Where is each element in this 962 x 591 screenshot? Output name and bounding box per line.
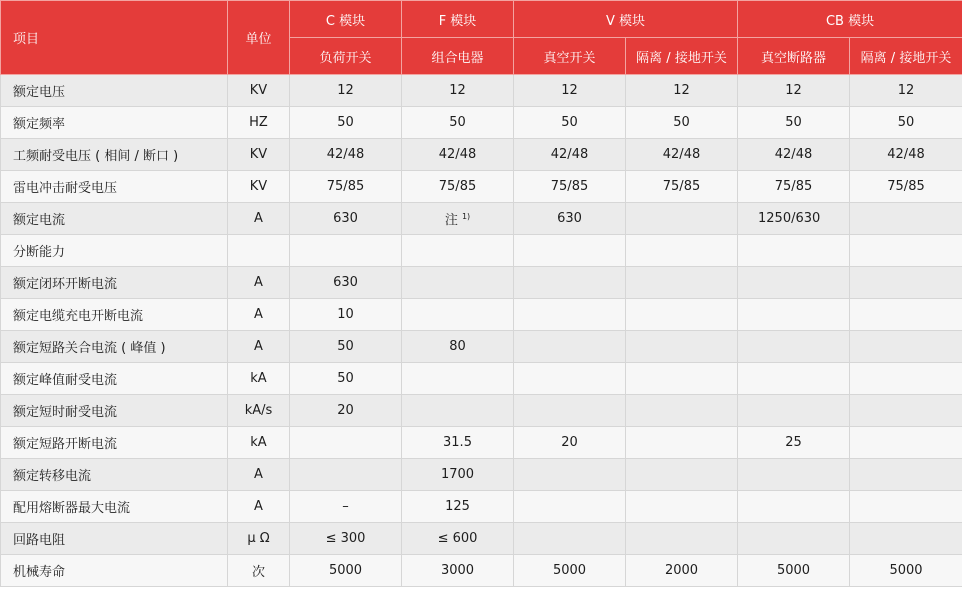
row-value-cell: 10 xyxy=(290,299,402,331)
row-value-cell: 5000 xyxy=(738,555,850,587)
row-value-cell xyxy=(626,491,738,523)
table-body xyxy=(1,75,962,587)
row-value-cell xyxy=(290,459,402,491)
row-value-cell xyxy=(850,203,962,235)
row-value-cell: 42/48 xyxy=(514,139,626,171)
row-value-cell: 75/85 xyxy=(626,171,738,203)
row-value-cell: 5000 xyxy=(290,555,402,587)
row-unit: A xyxy=(228,203,290,235)
header-group-cb: CB 模块 xyxy=(738,1,962,38)
row-value-cell xyxy=(850,491,962,523)
row-value-cell xyxy=(738,363,850,395)
table-row xyxy=(1,267,962,299)
table-row xyxy=(1,139,962,171)
row-value-cell xyxy=(850,235,962,267)
row-value-cell: 20 xyxy=(514,427,626,459)
row-value-cell xyxy=(850,267,962,299)
row-value-cell: 42/48 xyxy=(402,139,514,171)
row-item-label: 额定短时耐受电流 xyxy=(1,395,228,427)
row-item-label: 额定电流 xyxy=(1,203,228,235)
row-value-cell xyxy=(738,331,850,363)
table-row xyxy=(1,171,962,203)
table-row xyxy=(1,235,962,267)
row-value-cell xyxy=(514,395,626,427)
row-unit: KV xyxy=(228,139,290,171)
row-item-label: 工频耐受电压 ( 相间 / 断口 ) xyxy=(1,139,228,171)
row-value-cell: 1700 xyxy=(402,459,514,491)
row-value-cell xyxy=(402,395,514,427)
row-item-label: 额定电缆充电开断电流 xyxy=(1,299,228,331)
row-value-cell: 12 xyxy=(290,75,402,107)
row-value-cell xyxy=(850,523,962,555)
table-row xyxy=(1,331,962,363)
row-unit: kA/s xyxy=(228,395,290,427)
row-value-cell xyxy=(738,267,850,299)
header-group-v: V 模块 xyxy=(514,1,738,38)
row-value-cell xyxy=(514,459,626,491)
row-value-cell xyxy=(738,299,850,331)
row-value-cell: 5000 xyxy=(514,555,626,587)
row-value-cell: 75/85 xyxy=(738,171,850,203)
row-value-cell: 42/48 xyxy=(738,139,850,171)
row-value-cell xyxy=(402,299,514,331)
row-value-cell: 42/48 xyxy=(626,139,738,171)
row-value-cell: 50 xyxy=(290,331,402,363)
header-sub-vacuum-switch: 真空开关 xyxy=(514,38,626,75)
row-value-cell: 50 xyxy=(290,107,402,139)
row-value-cell xyxy=(850,363,962,395)
row-unit: μ Ω xyxy=(228,523,290,555)
row-unit: KV xyxy=(228,75,290,107)
row-value-cell xyxy=(514,523,626,555)
row-value-cell: 50 xyxy=(738,107,850,139)
row-value-cell: 75/85 xyxy=(514,171,626,203)
row-value-cell: – xyxy=(290,491,402,523)
row-unit: A xyxy=(228,299,290,331)
row-unit: kA xyxy=(228,363,290,395)
row-unit: KV xyxy=(228,171,290,203)
row-item-label: 机械寿命 xyxy=(1,555,228,587)
row-value-cell xyxy=(626,395,738,427)
row-value-cell xyxy=(626,459,738,491)
row-unit: 次 xyxy=(228,555,290,587)
row-value-cell xyxy=(290,427,402,459)
row-item-label: 配用熔断器最大电流 xyxy=(1,491,228,523)
row-value-cell: 50 xyxy=(290,363,402,395)
row-value-cell: 12 xyxy=(850,75,962,107)
header-sub-load-switch: 负荷开关 xyxy=(290,38,402,75)
header-unit: 单位 xyxy=(228,1,290,75)
row-value-cell xyxy=(514,299,626,331)
row-item-label: 分断能力 xyxy=(1,235,228,267)
row-value-cell: 31.5 xyxy=(402,427,514,459)
table-header xyxy=(1,1,962,75)
row-item-label: 额定短路开断电流 xyxy=(1,427,228,459)
row-value-cell: 630 xyxy=(290,203,402,235)
table-row xyxy=(1,299,962,331)
row-value-cell: 80 xyxy=(402,331,514,363)
row-value-cell: 75/85 xyxy=(850,171,962,203)
header-group-c: C 模块 xyxy=(290,1,402,38)
row-value-cell xyxy=(626,331,738,363)
row-value-cell: 12 xyxy=(402,75,514,107)
row-value-cell xyxy=(290,235,402,267)
table-row xyxy=(1,363,962,395)
row-value-cell: 630 xyxy=(290,267,402,299)
row-value-cell: ≤ 600 xyxy=(402,523,514,555)
row-value-cell xyxy=(850,427,962,459)
row-value-cell: 12 xyxy=(738,75,850,107)
row-unit xyxy=(228,235,290,267)
row-item-label: 额定峰值耐受电流 xyxy=(1,363,228,395)
row-unit: HZ xyxy=(228,107,290,139)
row-value-cell: 5000 xyxy=(850,555,962,587)
row-value-cell xyxy=(850,395,962,427)
header-sub-vacuum-breaker: 真空断路器 xyxy=(738,38,850,75)
row-value-cell: 3000 xyxy=(402,555,514,587)
row-item-label: 额定电压 xyxy=(1,75,228,107)
table-row xyxy=(1,395,962,427)
row-value-cell xyxy=(626,363,738,395)
table-row xyxy=(1,523,962,555)
row-value-cell xyxy=(850,331,962,363)
row-value-cell xyxy=(626,427,738,459)
row-value-cell: 12 xyxy=(626,75,738,107)
row-value-cell: ≤ 300 xyxy=(290,523,402,555)
row-value-cell xyxy=(738,395,850,427)
row-item-label: 额定频率 xyxy=(1,107,228,139)
header-sub-isolating-cb: 隔离 / 接地开关 xyxy=(850,38,962,75)
row-value-cell xyxy=(514,491,626,523)
row-value-cell xyxy=(626,203,738,235)
row-value-cell: 630 xyxy=(514,203,626,235)
row-value-cell xyxy=(626,523,738,555)
note-text: 注 xyxy=(444,213,458,228)
row-unit: A xyxy=(228,331,290,363)
table-row xyxy=(1,203,962,235)
row-value-cell: 50 xyxy=(402,107,514,139)
row-item-label: 额定短路关合电流 ( 峰值 ) xyxy=(1,331,228,363)
table-row xyxy=(1,491,962,523)
row-unit: A xyxy=(228,267,290,299)
table-row xyxy=(1,459,962,491)
row-value-cell xyxy=(626,235,738,267)
row-value-cell: 50 xyxy=(514,107,626,139)
row-value-cell xyxy=(514,235,626,267)
table-row xyxy=(1,427,962,459)
row-unit: A xyxy=(228,491,290,523)
row-value-cell: 12 xyxy=(514,75,626,107)
row-value-cell: 20 xyxy=(290,395,402,427)
row-unit: kA xyxy=(228,427,290,459)
row-value-cell: 50 xyxy=(626,107,738,139)
row-value-cell: 75/85 xyxy=(290,171,402,203)
header-sub-isolating-v: 隔离 / 接地开关 xyxy=(626,38,738,75)
row-value-cell: 42/48 xyxy=(290,139,402,171)
row-value-cell: 42/48 xyxy=(850,139,962,171)
row-value-cell xyxy=(514,331,626,363)
row-item-label: 雷电冲击耐受电压 xyxy=(1,171,228,203)
row-value-cell xyxy=(402,267,514,299)
row-value-cell xyxy=(402,363,514,395)
row-value-cell xyxy=(402,203,514,235)
row-value-cell: 125 xyxy=(402,491,514,523)
row-value-cell xyxy=(514,267,626,299)
row-item-label: 额定闭环开断电流 xyxy=(1,267,228,299)
header-group-f: F 模块 xyxy=(402,1,514,38)
row-value-cell: 2000 xyxy=(626,555,738,587)
table-row xyxy=(1,555,962,587)
row-value-cell xyxy=(738,235,850,267)
row-value-cell xyxy=(626,267,738,299)
row-value-cell: 50 xyxy=(850,107,962,139)
row-value-cell xyxy=(402,235,514,267)
row-value-cell: 75/85 xyxy=(402,171,514,203)
row-value-cell xyxy=(738,491,850,523)
row-unit: A xyxy=(228,459,290,491)
row-value-cell xyxy=(738,459,850,491)
row-item-label: 额定转移电流 xyxy=(1,459,228,491)
row-item-label: 回路电阻 xyxy=(1,523,228,555)
row-value-cell xyxy=(514,363,626,395)
row-value-cell: 25 xyxy=(738,427,850,459)
row-value-cell xyxy=(738,523,850,555)
header-sub-combination: 组合电器 xyxy=(402,38,514,75)
row-value-cell xyxy=(626,299,738,331)
row-value-cell: 1250/630 xyxy=(738,203,850,235)
table-row xyxy=(1,107,962,139)
row-value-cell xyxy=(850,459,962,491)
note-superscript: 1) xyxy=(461,212,471,221)
row-value-cell xyxy=(850,299,962,331)
header-item: 项目 xyxy=(1,1,228,75)
table-row xyxy=(1,75,962,107)
